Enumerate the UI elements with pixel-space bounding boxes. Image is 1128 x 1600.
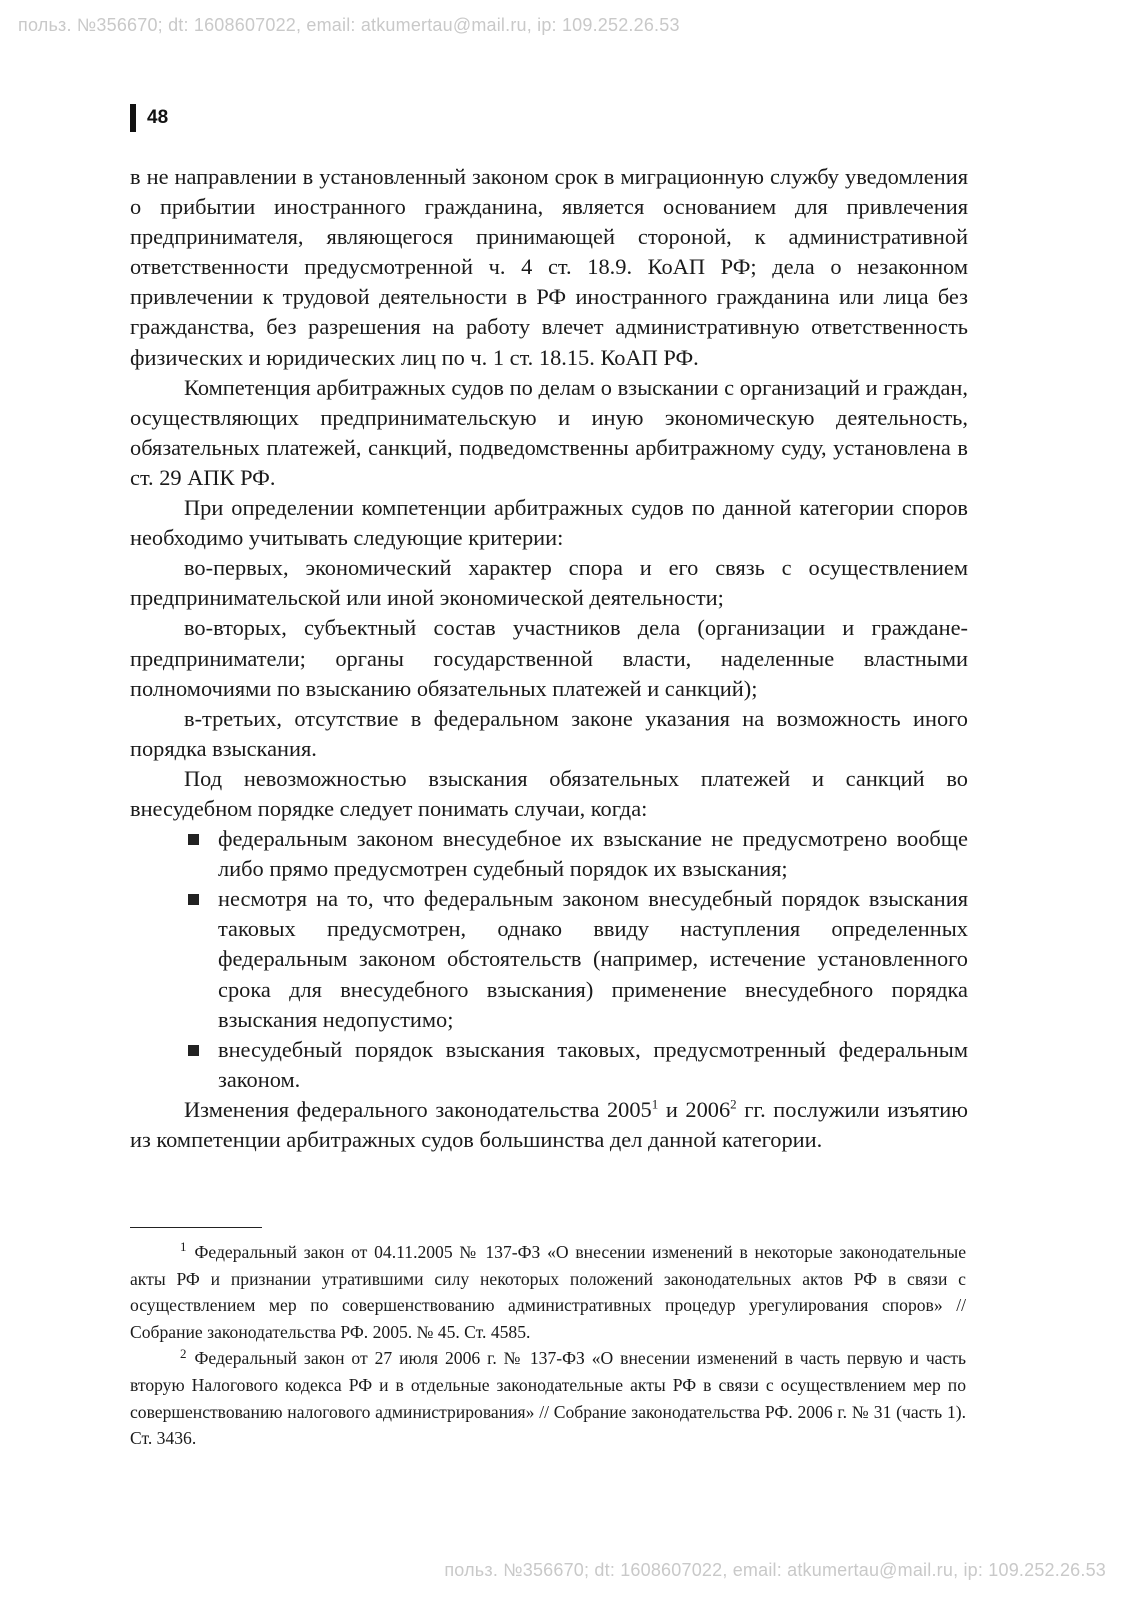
criterion-3: в-третьих, отсутствие в федеральном законе указания на возможность иного порядка взыскания. xyxy=(130,705,968,761)
paragraph-3: При определении компетенции арбитражных судов по данной категории споров необходимо учитывать следующие критерии: xyxy=(130,495,968,551)
page-header xyxy=(130,104,168,132)
paragraph-7: Под невозможностью взыскания обязательных платежей и санкций во внесудебном порядке следует понимать случаи, когда: xyxy=(130,765,968,821)
paragraph-1: в не направлении в установленный законом срок в миграционную службу уведомления о прибытии иностранного гражданина, является основанием для привлечения предпринимателя, являющегося принимающей стороной, к административной ответственности предусмотренной ч. 4 ст. 18.9. КоАП РФ; дела о незаконном привлечении к трудовой деятельности в РФ иностранного гражданина или лица без гражданства, без разрешения на работу влечет административную ответственность физических и юридических лиц по ч. 1 ст. 18.15. КоАП РФ. xyxy=(130,164,968,370)
footnotes xyxy=(130,1239,966,1452)
paragraph-8-text-c: гг. послужили изъятию из компетенции арбитражных судов большинства дел данной категории. xyxy=(130,1096,969,1152)
page-number: 48 xyxy=(147,107,169,128)
bullet-text: несмотря на то, что федеральным законом внесудебный порядок взыскания таковых предусмотрен, однако ввиду наступления определенных федеральным законом обстоятельств (например, истечение установленного срока для внесудебного взыскания) применение внесудебного порядка взыскания недопустимо; xyxy=(218,886,968,1032)
footnote-2 xyxy=(130,1345,966,1451)
criterion-2: во-вторых, субъектный состав участников дела (организации и граждане-предприниматели; органы государственной власти, наделенные властными полномочиями по взысканию обязательных платежей и санкций); xyxy=(130,615,968,701)
criterion-1: во-первых, экономический характер спора и его связь с осуществлением предпринимательской или иной экономической деятельности; xyxy=(130,555,968,611)
header-bar xyxy=(130,104,136,132)
square-bullet-icon xyxy=(188,894,199,905)
paragraph-8 xyxy=(130,1095,968,1155)
bullet-text: федеральным законом внесудебное их взыскание не предусмотрено вообще либо прямо предусмотрен судебный порядок их взыскания; xyxy=(218,826,968,882)
footnote-text: Федеральный закон от 27 июля 2006 г. № 137-ФЗ «О внесении изменений в часть первую и часть вторую Налогового кодекса РФ и в отдельные законодательные акты РФ в связи с осуществлением мер по совершенствованию налогового администрирования» // Собрание законодательства РФ. 2006 г. № 31 (часть 1). Ст. 3436. xyxy=(130,1348,966,1449)
bullet-item xyxy=(130,1035,968,1095)
footnote-text: Федеральный закон от 04.11.2005 № 137-ФЗ «О внесении изменений в некоторые законодательные акты РФ и признании утратившими силу некоторых положений законодательных актов РФ в связи с осуществлением мер по совершенствованию административных процедур урегулирования споров» // Собрание законодательства РФ. 2005. № 45. Ст. 4585. xyxy=(130,1242,966,1342)
footnote-ref-1[interactable]: 1 xyxy=(651,1096,659,1112)
paragraph-8-text-b: и 2006 xyxy=(658,1096,731,1122)
watermark-top: польз. №356670; dt: 1608607022, email: atkumertau@mail.ru, ip: 109.252.26.53 xyxy=(18,15,680,35)
footnote-1 xyxy=(130,1239,966,1345)
footnote-number: 1 xyxy=(180,1239,187,1255)
paragraph-2: Компетенция арбитражных судов по делам о взыскании с организаций и граждан, осуществляющих предпринимательскую и иную экономическую деятельность, обязательных платежей, санкций, подведомственны арбитражному суду, установлена в ст. 29 АПК РФ. xyxy=(130,374,968,490)
watermark-bottom: польз. №356670; dt: 1608607022, email: atkumertau@mail.ru, ip: 109.252.26.53 xyxy=(444,1560,1106,1580)
square-bullet-icon xyxy=(188,834,199,845)
square-bullet-icon xyxy=(188,1045,199,1056)
bullet-list xyxy=(130,824,968,1095)
paragraph-8-text-a: Изменения федерального законодательства 2005 xyxy=(184,1096,652,1122)
footnote-divider xyxy=(130,1227,262,1228)
bullet-item xyxy=(130,824,968,884)
bullet-text: внесудебный порядок взыскания таковых, предусмотренный федеральным законом. xyxy=(218,1036,968,1092)
footnote-number: 2 xyxy=(180,1345,187,1361)
bullet-item xyxy=(130,884,968,1034)
footnote-ref-2[interactable]: 2 xyxy=(730,1096,737,1112)
body-text xyxy=(130,162,968,1155)
